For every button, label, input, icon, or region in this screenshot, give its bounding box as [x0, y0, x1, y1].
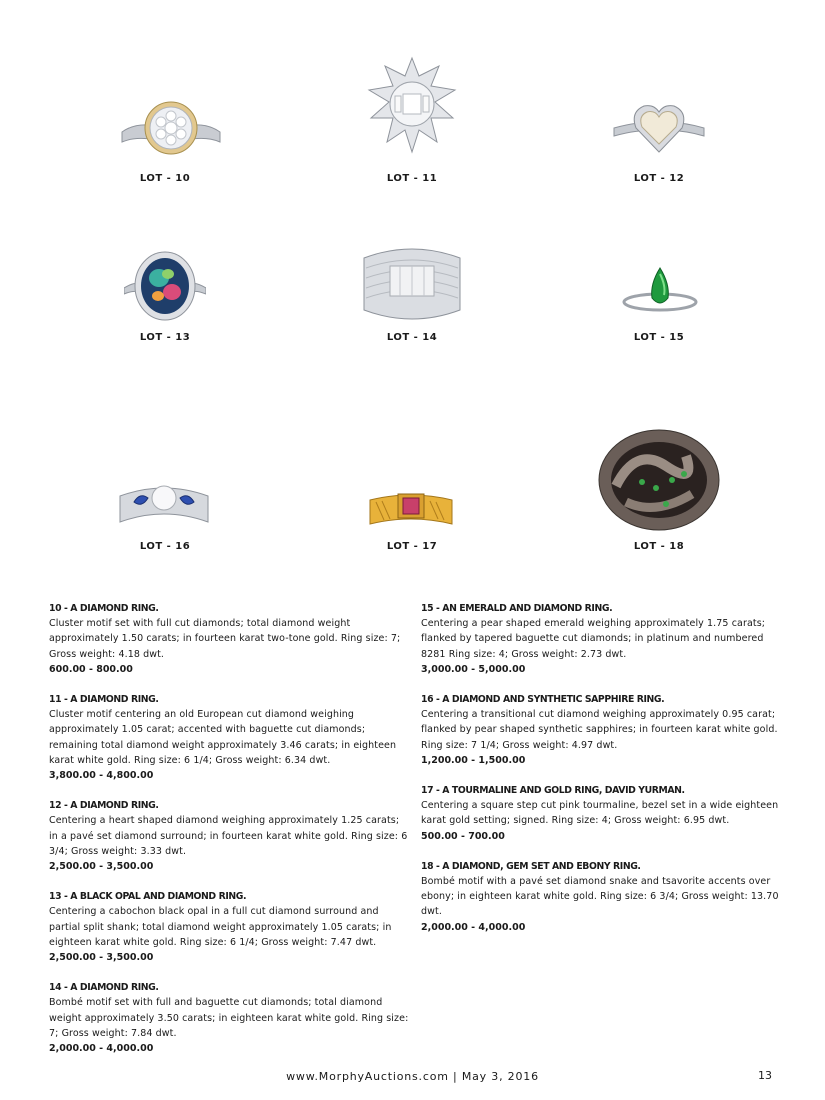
lot-16-image	[116, 476, 212, 532]
lot-label: LOT - 18	[633, 541, 685, 552]
lot-title: 14 - A DIAMOND RING.	[49, 982, 159, 994]
lot-title: 15 - AN EMERALD AND DIAMOND RING.	[421, 603, 613, 614]
lot-17-image	[366, 486, 456, 534]
page-number: 13	[758, 1069, 772, 1082]
lot-title: 12 - A DIAMOND RING.	[49, 800, 159, 812]
lot-description: Centering a square step cut pink tourmaline, bezel set in a wide eighteen karat gold setting; signed. Ring size: 4; Gross weight: 6.95 dwt.	[421, 800, 779, 827]
lot-estimate: 1,200.00 - 1,500.00	[421, 754, 526, 766]
lot-description: Bombé motif with a pavé set diamond snake and tsavorite accents over ebony; in eighteen karat white gold. Ring size: 6 3/4; Gross weight: 13.70 dwt.	[421, 876, 779, 918]
lot-description: Centering a transitional cut diamond weighing approximately 0.95 carat; flanked by pear shaped synthetic sapphires; in fourteen karat white gold. Ring size: 7 1/4; Gross weight: 4.97 dwt.	[421, 709, 778, 751]
lot-description: Cluster motif centering an old European cut diamond weighing approximately 1.05 carat; accented with baguette cut diamonds; remaining total diamond weight approximately 3.46 carats; in eighteen karat white gold. Ring size: 6 1/4; Gross weight: 6.34 dwt.	[49, 709, 397, 766]
lot-description: Centering a cabochon black opal in a full cut diamond surround and partial split shank; total diamond weight approximately 1.05 carats; in eighteen karat white gold. Ring size: 6 1/4; Gross weight: 7.47 dwt.	[49, 906, 392, 948]
lot-description: Cluster motif set with full cut diamonds; total diamond weight approximately 1.50 carats; in fourteen karat two-tone gold. Ring size: 7; Gross weight: 4.18 dwt.	[49, 618, 401, 660]
lot-title: 16 - A DIAMOND AND SYNTHETIC SAPPHIRE RING.	[421, 694, 665, 706]
lot-label: LOT - 17	[386, 541, 438, 552]
lot-12-image	[612, 98, 706, 158]
lot-estimate: 2,500.00 - 3,500.00	[49, 861, 154, 873]
lot-title: 18 - A DIAMOND, GEM SET AND EBONY RING.	[421, 860, 641, 872]
lot-14-image	[360, 244, 464, 324]
lot-title: 17 - A TOURMALINE AND GOLD RING, DAVID YURMAN.	[421, 785, 685, 797]
left-column	[49, 601, 409, 1071]
lot-label: LOT - 14	[386, 332, 438, 343]
lot-13-image	[124, 248, 206, 324]
lot-entry-12	[49, 798, 409, 874]
lot-entry-13	[49, 889, 409, 965]
lot-title: 11 - A DIAMOND RING.	[49, 694, 159, 706]
lot-11-image	[365, 56, 459, 156]
lot-entry-18	[421, 859, 781, 935]
lot-entry-17	[421, 783, 781, 844]
lot-label: LOT - 13	[139, 332, 191, 343]
lot-description: Centering a heart shaped diamond weighing approximately 1.25 carats; in a pavé set diamond surround; in fourteen karat white gold. Ring size: 6 3/4; Gross weight: 3.33 dwt.	[49, 815, 408, 857]
lot-title: 10 - A DIAMOND RING.	[49, 603, 159, 614]
lot-description: Centering a pear shaped emerald weighing approximately 1.75 carats; flanked by tapered baguette cut diamonds; in platinum and numbered 8281 Ring size: 4; Gross weight: 2.73 dwt.	[421, 618, 766, 660]
lot-estimate: 2,500.00 - 3,500.00	[49, 952, 154, 964]
lot-estimate: 3,000.00 - 5,000.00	[421, 663, 526, 675]
lot-estimate: 2,000.00 - 4,000.00	[49, 1043, 154, 1055]
lot-entry-15	[421, 601, 781, 677]
lot-entry-10	[49, 601, 409, 677]
lot-entry-16	[421, 692, 781, 768]
lot-label: LOT - 11	[386, 173, 438, 184]
lot-estimate: 3,800.00 - 4,800.00	[49, 770, 154, 782]
lot-18-image	[596, 426, 722, 534]
lot-entry-11	[49, 692, 409, 783]
lot-label: LOT - 16	[139, 541, 191, 552]
lot-estimate: 2,000.00 - 4,000.00	[421, 921, 526, 933]
lot-label: LOT - 10	[139, 173, 191, 184]
lot-entry-14	[49, 980, 409, 1056]
right-column	[421, 601, 781, 950]
lot-estimate: 500.00 - 700.00	[421, 830, 505, 842]
lot-label: LOT - 12	[633, 173, 685, 184]
lot-title: 13 - A BLACK OPAL AND DIAMOND RING.	[49, 891, 247, 903]
lot-label: LOT - 15	[633, 332, 685, 343]
lot-15-image	[620, 262, 700, 322]
lot-estimate: 600.00 - 800.00	[49, 663, 133, 675]
footer-website-date: www.MorphyAuctions.com | May 3, 2016	[286, 1070, 539, 1083]
lot-10-image	[116, 92, 226, 164]
lot-description: Bombé motif set with full and baguette cut diamonds; total diamond weight approximately 3.50 carats; in eighteen karat white gold. Ring size: 7; Gross weight: 7.84 dwt.	[49, 997, 409, 1039]
